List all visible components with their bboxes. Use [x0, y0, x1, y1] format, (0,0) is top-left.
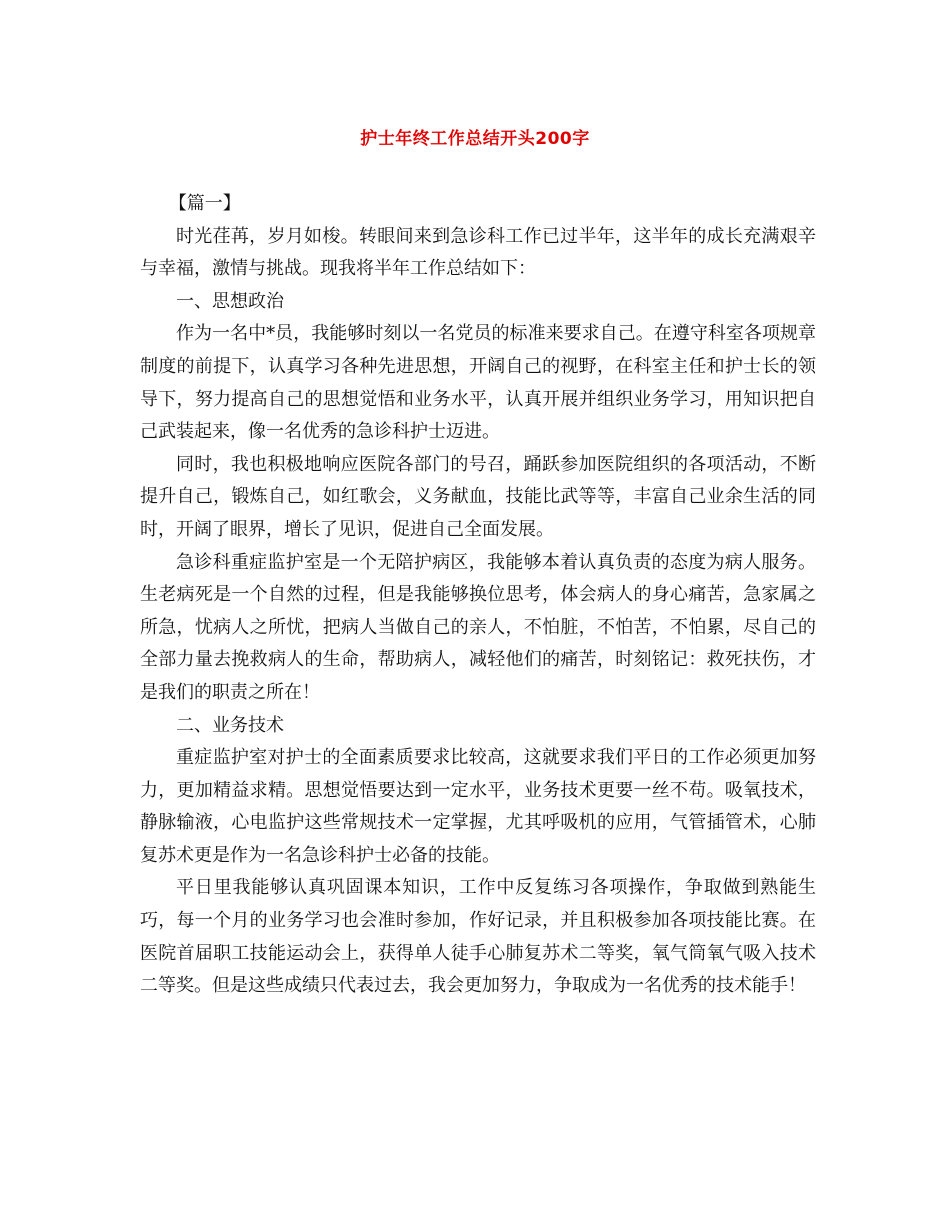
document-body [140, 188, 816, 1003]
paragraph-activities: 同时，我也积极地响应医院各部门的号召，踊跃参加医院组织的各项活动，不断提升自己，锻炼自己，如红歌会，义务献血，技能比武等等，丰富自己业余生活的同时，开阔了眼界，增长了见识，促进自己全面发展。 [140, 453, 816, 540]
paragraph-icu-service: 急诊科重症监护室是一个无陪护病区，我能够本着认真负责的态度为病人服务。生老病死是一个自然的过程，但是我能够换位思考，体会病人的身心痛苦，急家属之所急，忧病人之所忧，把病人当做自己的亲人，不怕脏，不怕苦，不怕累，尽自己的全部力量去挽救病人的生命，帮助病人，减轻他们的痛苦，时刻铭记：救死扶伤，才是我们的职责之所在！ [140, 551, 816, 703]
section-marker: 【篇一】 [168, 193, 241, 214]
document-title: 护士年终工作总结开头200字 [360, 129, 590, 149]
section-heading-skills: 二、业务技术 [176, 714, 284, 736]
intro-paragraph: 时光荏苒，岁月如梭。转眼间来到急诊科工作已过半年，这半年的成长充满艰辛与幸福，激情与挑战。现我将半年工作总结如下： [140, 225, 816, 280]
paragraph-achievements: 平日里我能够认真巩固课本知识，工作中反复练习各项操作，争取做到熟能生巧，每一个月的业务学习也会准时参加，作好记录，并且积极参加各项技能比赛。在医院首届职工技能运动会上，获得单人徒手心肺复苏术二等奖，氧气筒氧气吸入技术二等奖。但是这些成绩只代表过去，我会更加努力，争取成为一名优秀的技术能手！ [140, 877, 816, 997]
section-heading-ideology: 一、思想政治 [176, 290, 284, 312]
paragraph-skills-requirements: 重症监护室对护士的全面素质要求比较高，这就要求我们平日的工作必须更加努力，更加精益求精。思想觉悟要达到一定水平，业务技术更要一丝不苟。吸氧技术，静脉输液，心电监护这些常规技术一定掌握，尤其呼吸机的应用，气管插管术，心肺复苏术更是作为一名急诊科护士必备的技能。 [140, 747, 816, 866]
paragraph-party-member: 作为一名中*员，我能够时刻以一名党员的标准来要求自己。在遵守科室各项规章制度的前提下，认真学习各种先进思想，开阔自己的视野，在科室主任和护士长的领导下，努力提高自己的思想觉悟和业务水平，认真开展并组织业务学习，用知识把自己武装起来，像一名优秀的急诊科护士迈进。 [140, 323, 816, 443]
